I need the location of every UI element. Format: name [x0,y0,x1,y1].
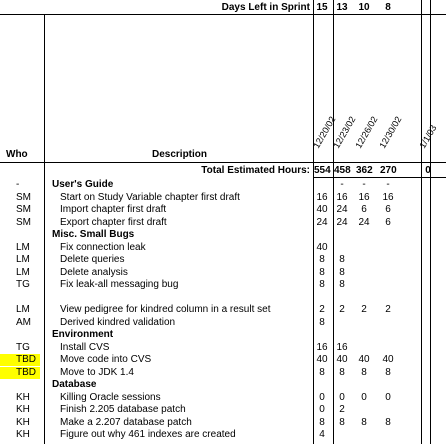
task-row[interactable] [0,254,446,266]
hours-cell[interactable]: 8 [319,316,325,328]
section-header-row[interactable] [0,179,446,191]
hours-cell[interactable]: 0 [361,391,367,403]
hours-cell[interactable]: 8 [339,254,345,265]
who-cell[interactable]: SM [16,204,31,215]
hours-cell[interactable]: 8 [319,266,325,278]
hours-cell[interactable]: 40 [382,354,394,365]
hours-cell[interactable]: 0 [339,391,345,403]
days-left-value: 13 [336,2,348,13]
hours-cell[interactable]: 8 [339,266,345,278]
task-row[interactable] [0,404,446,416]
days-left-value: 8 [385,2,391,13]
hours-cell[interactable]: 2 [339,404,345,415]
hours-cell[interactable]: 24 [336,204,348,215]
hours-cell[interactable]: 40 [316,354,328,365]
description-cell[interactable]: Killing Oracle sessions [60,391,161,403]
task-row[interactable] [0,242,446,254]
date-column-header: 12/26/02 [353,114,380,150]
hours-cell[interactable]: 0 [319,404,325,415]
hours-cell[interactable]: 16 [336,191,348,203]
who-cell[interactable]: - [16,179,20,190]
description-cell[interactable]: Export chapter first draft [60,216,167,228]
hours-cell[interactable]: 2 [361,304,367,315]
description-cell[interactable]: Finish 2.205 database patch [60,404,186,415]
task-row[interactable] [0,204,446,216]
total-hours-value: 554 [314,165,331,176]
hours-cell[interactable]: - [340,179,344,190]
hours-cell[interactable]: 16 [382,191,394,203]
description-cell[interactable]: Fix connection leak [60,241,146,253]
description-cell[interactable]: User's Guide [52,179,114,190]
hours-cell[interactable]: 6 [385,204,391,215]
who-cell[interactable]: KH [16,416,30,428]
hours-cell[interactable]: 40 [316,204,328,215]
hours-cell[interactable]: 2 [339,304,345,315]
total-hours-value: 362 [356,165,373,176]
who-cell[interactable]: AM [16,316,31,328]
hours-cell[interactable]: 6 [361,204,367,215]
hours-cell[interactable]: 24 [316,216,328,228]
days-left-value: 15 [316,2,328,13]
days-left-label: Days Left in Sprint [221,2,310,13]
hours-cell[interactable]: 8 [385,416,391,428]
task-row[interactable] [0,279,446,291]
hours-cell[interactable]: 8 [319,254,325,265]
hours-cell[interactable]: 16 [316,341,328,353]
task-row[interactable] [0,354,446,366]
hours-cell[interactable]: 8 [361,366,367,378]
hours-cell[interactable]: 2 [385,304,391,315]
hours-cell[interactable]: 8 [361,416,367,428]
hours-cell[interactable]: 24 [336,216,348,228]
who-column-header: Who [6,149,28,160]
hours-cell[interactable]: 8 [319,366,325,378]
hours-cell[interactable]: - [386,179,390,190]
description-cell[interactable]: Import chapter first draft [60,204,167,215]
description-cell[interactable]: Make a 2.207 database patch [60,416,192,428]
description-column-header: Description [152,149,208,160]
description-cell[interactable]: Fix leak-all messaging bug [60,279,179,290]
hours-cell[interactable]: 16 [336,341,348,353]
description-cell[interactable]: Environment [52,329,114,340]
description-cell[interactable]: Move to JDK 1.4 [60,366,134,378]
task-row[interactable] [0,192,446,204]
description-cell[interactable]: Misc. Small Bugs [52,229,135,240]
who-cell[interactable]: LM [16,304,30,315]
total-hours-value: 458 [334,165,351,176]
hours-cell[interactable]: 8 [385,366,391,378]
days-left-value: 10 [358,2,370,13]
description-cell[interactable]: Move code into CVS [60,354,152,365]
description-cell[interactable]: Install CVS [60,341,110,353]
description-cell[interactable]: Start on Study Variable chapter first draft [60,191,240,203]
hours-cell[interactable]: 40 [316,241,328,253]
hours-cell[interactable]: 16 [358,191,370,203]
task-row[interactable] [0,392,446,404]
hours-cell[interactable]: 0 [385,391,391,403]
section-header-row[interactable] [0,329,446,341]
task-row[interactable] [0,217,446,229]
task-row[interactable] [0,267,446,279]
date-column-header: 12/23/02 [331,114,358,150]
hours-cell[interactable]: 0 [319,391,325,403]
who-cell[interactable]: TG [16,279,30,290]
who-cell[interactable]: LM [16,241,30,253]
who-cell[interactable]: SM [16,216,31,228]
hours-cell[interactable]: 16 [316,191,328,203]
task-row[interactable] [0,342,446,354]
hours-cell[interactable]: 4 [319,429,325,440]
who-cell[interactable]: SM [16,191,31,203]
description-cell[interactable]: Delete analysis [60,266,128,278]
total-estimated-hours-label: Total Estimated Hours: [201,165,310,176]
description-cell[interactable]: Database [52,379,97,390]
who-cell[interactable]: TG [16,341,30,353]
total-hours-value: 270 [380,165,397,176]
hours-cell[interactable]: 24 [358,216,370,228]
task-row[interactable] [0,292,446,304]
task-row[interactable] [0,429,446,441]
who-cell[interactable]: LM [16,266,30,278]
description-cell[interactable]: View pedigree for kindred column in a result set [60,304,271,315]
date-column-header: 12/20/02 [311,114,338,150]
section-header-row[interactable] [0,229,446,241]
hours-cell[interactable]: 6 [385,216,391,228]
who-cell[interactable]: TBD [16,366,36,378]
description-cell[interactable]: Derived kindred validation [60,316,176,328]
hours-cell[interactable]: 8 [339,366,345,378]
hours-cell[interactable]: 8 [339,416,345,428]
total-hours-value: 0 [425,165,431,176]
date-column-header: 1/1/03 [417,123,439,150]
section-header-row[interactable] [0,379,446,391]
hours-cell[interactable]: - [362,179,366,190]
hours-cell[interactable]: 8 [339,279,345,290]
hours-cell[interactable]: 2 [319,304,325,315]
description-cell[interactable]: Figure out why 461 indexes are created [60,429,236,440]
task-row[interactable] [0,317,446,329]
hours-cell[interactable]: 8 [319,416,325,428]
task-row[interactable] [0,304,446,316]
task-row[interactable] [0,417,446,429]
who-cell[interactable]: KH [16,391,30,403]
hours-cell[interactable]: 8 [319,279,325,290]
hours-cell[interactable]: 40 [358,354,370,365]
who-cell[interactable]: LM [16,254,30,265]
who-cell[interactable]: KH [16,404,30,415]
date-column-header: 12/30/02 [377,114,404,150]
hours-cell[interactable]: 40 [336,354,348,365]
who-cell[interactable]: KH [16,429,30,440]
description-cell[interactable]: Delete queries [60,254,125,265]
who-cell[interactable]: TBD [16,354,36,365]
task-row[interactable] [0,367,446,379]
